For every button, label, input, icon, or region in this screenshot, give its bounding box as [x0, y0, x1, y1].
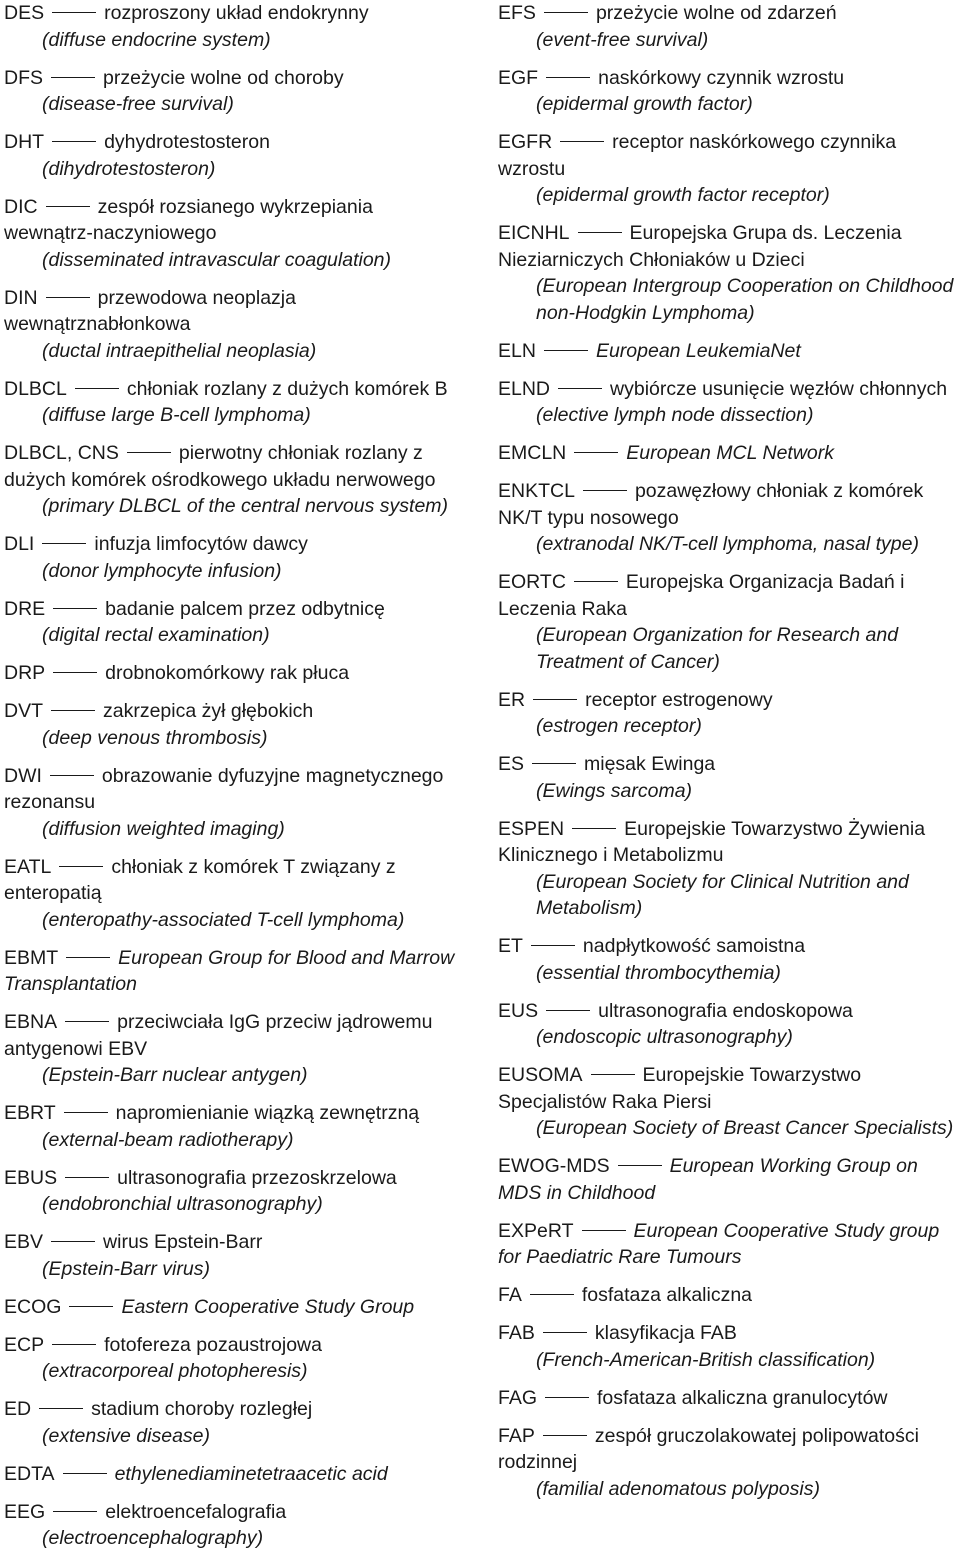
glossary-entry [4, 194, 466, 274]
english-term: (extensive disease) [42, 1424, 210, 1447]
polish-term: chłoniak rozlany z dużych komórek B [126, 377, 448, 400]
em-dash [543, 1435, 587, 1436]
abbreviation: EFS [498, 2, 536, 24]
abbreviation: EMCLN [498, 442, 567, 464]
polish-term: zakrzepica żył głębokich [103, 700, 314, 722]
em-dash [544, 350, 588, 351]
abbreviation: ECOG [4, 1295, 62, 1318]
abbreviation: EBMT [4, 946, 59, 969]
em-dash [545, 1397, 589, 1398]
left-column [4, 0, 466, 1549]
em-dash [574, 581, 618, 582]
polish-term: pozawęzłowy chłoniak z komórek NK/T typu nosowego [498, 480, 924, 529]
em-dash [533, 699, 577, 700]
polish-term: przewodowa neoplazja wewnątrznabłonkowa [4, 286, 296, 335]
right-column [498, 0, 960, 1535]
english-term: (electroencephalography) [42, 1527, 264, 1549]
glossary-entry [498, 1385, 960, 1412]
english-term: (essential thrombocythemia) [536, 961, 781, 984]
em-dash [51, 77, 95, 78]
english-term: (elective lymph node dissection) [536, 404, 814, 426]
em-dash [582, 1230, 626, 1231]
polish-term: Europejska Organizacja Badań i Leczenia Raka [498, 571, 905, 620]
abbreviation: DRP [4, 662, 46, 684]
glossary-entry [4, 660, 466, 687]
polish-term: ultrasonografia przezoskrzelowa [117, 1166, 397, 1189]
em-dash [531, 945, 575, 946]
abbreviation: EBV [4, 1231, 44, 1253]
english-term: (diffuse endocrine system) [42, 28, 271, 51]
english-term: (deep venous thrombosis) [42, 726, 268, 749]
em-dash [50, 775, 94, 776]
english-term: European MCL Network [626, 442, 835, 464]
english-term: (Ewings sarcoma) [536, 779, 693, 802]
polish-term: napromienianie wiązką zewnętrzną [115, 1102, 420, 1124]
glossary-entry [4, 1332, 466, 1385]
glossary-entry [4, 129, 466, 182]
english-term: (European Intergroup Cooperation on Childhood non-Hodgkin Lymphoma) [536, 275, 954, 324]
em-dash [65, 1177, 109, 1178]
abbreviation: EUSOMA [498, 1064, 583, 1086]
english-term: (event-free survival) [536, 28, 709, 51]
abbreviation: ESPEN [498, 817, 565, 840]
glossary-entry [498, 933, 960, 986]
english-term: (disseminated intravascular coagulation) [42, 248, 392, 271]
abbreviation: DWI [4, 764, 42, 787]
abbreviation: DIN [4, 286, 38, 309]
glossary-entry [4, 65, 466, 118]
english-term: (estrogen receptor) [536, 715, 702, 737]
polish-term: infuzja limfocytów dawcy [94, 533, 308, 555]
english-term: European Group for Blood and Marrow Transplantation [4, 946, 455, 995]
polish-term: rozproszony układ endokrynny [104, 2, 369, 24]
abbreviation: EXPeRT [498, 1219, 574, 1242]
english-term: (epidermal growth factor receptor) [536, 184, 830, 206]
polish-term: stadium choroby rozległej [91, 1398, 313, 1420]
em-dash [42, 543, 86, 544]
abbreviation: DFS [4, 66, 43, 89]
polish-term: wirus Epstein-Barr [103, 1231, 263, 1253]
em-dash [53, 608, 97, 609]
glossary-entry [4, 698, 466, 751]
abbreviation: EBUS [4, 1166, 58, 1189]
english-term: (extracorporeal photopheresis) [42, 1360, 308, 1382]
abbreviation: DES [4, 2, 45, 24]
abbreviation: ELN [498, 339, 536, 362]
glossary-entry [498, 1153, 960, 1206]
glossary-entry [4, 0, 466, 53]
em-dash [59, 866, 103, 867]
abbreviation: ER [498, 688, 526, 711]
abbreviation: EORTC [498, 571, 566, 593]
polish-term: przeciwciała IgG przeciw jądrowemu antygenowi EBV [4, 1011, 433, 1060]
english-term: (diffuse large B-cell lymphoma) [42, 404, 311, 426]
em-dash [546, 77, 590, 78]
glossary-entry [498, 751, 960, 804]
em-dash [63, 1473, 107, 1474]
polish-term: fosfataza alkaliczna granulocytów [597, 1386, 888, 1409]
glossary-entry [498, 440, 960, 467]
polish-term: zespół rozsianego wykrzepiania wewnątrz-naczyniowego [4, 195, 373, 244]
polish-term: chłoniak z komórek T związany z enteropatią [4, 855, 396, 904]
glossary-entry [498, 1282, 960, 1309]
em-dash [52, 12, 96, 13]
polish-term: receptor estrogenowy [585, 688, 773, 711]
english-term: (enteropathy-associated T-cell lymphoma) [42, 908, 405, 931]
glossary-entry [498, 0, 960, 53]
abbreviation: DLI [4, 533, 35, 555]
english-term: (French-American-British classification) [536, 1348, 876, 1371]
glossary-entry [4, 531, 466, 584]
polish-term: Europejskie Towarzystwo Żywienia Klinicznego i Metabolizmu [498, 817, 926, 866]
abbreviation: EEG [4, 1500, 46, 1523]
glossary-entry [4, 376, 466, 429]
em-dash [75, 388, 119, 389]
abbreviation: EATL [4, 855, 52, 878]
english-term: (familial adenomatous polyposis) [536, 1477, 820, 1500]
english-term: (dihydrotestosteron) [42, 157, 216, 180]
em-dash [66, 957, 110, 958]
english-term: (donor lymphocyte infusion) [42, 559, 282, 582]
abbreviation: EICNHL [498, 222, 570, 244]
em-dash [546, 1010, 590, 1011]
english-term: (ductal intraepithelial neoplasia) [42, 339, 317, 362]
polish-term: obrazowanie dyfuzyjne magnetycznego rezonansu [4, 764, 444, 813]
english-term: (endobronchial ultrasonography) [42, 1193, 323, 1215]
glossary-entry [498, 220, 960, 326]
polish-term: nadpłytkowość samoistna [582, 935, 806, 957]
glossary-entry [498, 1423, 960, 1503]
glossary-entry [498, 338, 960, 365]
glossary-entry [4, 1396, 466, 1449]
polish-term: Europejskie Towarzystwo Specjalistów Raka Piersi [498, 1064, 862, 1113]
polish-term: receptor naskórkowego czynnika wzrostu [498, 131, 897, 180]
em-dash [560, 141, 604, 142]
glossary-entry [4, 1499, 466, 1552]
polish-term: przeżycie wolne od choroby [103, 66, 344, 89]
glossary-entry [498, 129, 960, 209]
em-dash [127, 452, 171, 453]
glossary-entry [4, 1100, 466, 1153]
em-dash [46, 206, 90, 207]
glossary-entry [4, 763, 466, 843]
em-dash [543, 1332, 587, 1333]
english-term: (epidermal growth factor) [536, 93, 753, 115]
em-dash [574, 452, 618, 453]
abbreviation: DRE [4, 597, 46, 620]
em-dash [578, 232, 622, 233]
glossary-entry [4, 440, 466, 520]
em-dash [39, 1408, 83, 1409]
em-dash [46, 297, 90, 298]
em-dash [51, 1241, 95, 1242]
em-dash [572, 828, 616, 829]
em-dash [532, 763, 576, 764]
polish-term: ultrasonografia endoskopowa [598, 999, 853, 1022]
glossary-entry [4, 854, 466, 934]
english-term: (diffusion weighted imaging) [42, 817, 285, 840]
abbreviation: ENKTCL [498, 480, 575, 502]
abbreviation: EBNA [4, 1011, 58, 1033]
abbreviation: ECP [4, 1333, 45, 1356]
english-term: (external-beam radiotherapy) [42, 1128, 294, 1151]
abbreviation: EUS [498, 999, 539, 1022]
em-dash [53, 1511, 97, 1512]
polish-term: fotofereza pozaustrojowa [104, 1333, 322, 1356]
english-term: (digital rectal examination) [42, 624, 270, 646]
polish-term: klasyfikacja FAB [594, 1322, 737, 1344]
em-dash [558, 388, 602, 389]
em-dash [544, 12, 588, 13]
polish-term: pierwotny chłoniak rozlany z dużych komórek ośrodkowego układu nerwowego [4, 442, 436, 491]
glossary-entry [498, 65, 960, 118]
em-dash [64, 1112, 108, 1113]
english-term: (endoscopic ultrasonography) [536, 1026, 793, 1048]
english-term: European Working Group on MDS in Childhood [498, 1155, 918, 1204]
abbreviation: EGF [498, 66, 539, 89]
polish-term: naskórkowy czynnik wzrostu [598, 66, 845, 89]
glossary-entry [4, 1009, 466, 1089]
glossary-entry [498, 478, 960, 558]
abbreviation: ES [498, 753, 525, 775]
em-dash [591, 1074, 635, 1075]
english-term: (primary DLBCL of the central nervous system) [42, 495, 449, 517]
polish-term: dyhydrotestosteron [104, 131, 270, 153]
em-dash [69, 1306, 113, 1307]
glossary-entry [4, 1294, 466, 1321]
abbreviation: DVT [4, 700, 43, 722]
em-dash [52, 141, 96, 142]
abbreviation: FA [498, 1284, 522, 1306]
glossary-entry [4, 1461, 466, 1488]
polish-term: elektroencefalografia [105, 1500, 287, 1523]
em-dash [53, 672, 97, 673]
abbreviation: ELND [498, 377, 551, 400]
glossary-entry [498, 1218, 960, 1271]
glossary-entry [4, 285, 466, 365]
english-term: ethylenediaminetetraacetic acid [114, 1462, 388, 1485]
english-term: (European Society for Clinical Nutrition and Metabolism) [536, 870, 909, 919]
abbreviation: EGFR [498, 131, 553, 153]
em-dash [530, 1294, 574, 1295]
polish-term: fosfataza alkaliczna [581, 1284, 753, 1306]
abbreviation: ET [498, 935, 523, 957]
polish-term: mięsak Ewinga [584, 753, 716, 775]
glossary-entry [498, 998, 960, 1051]
abbreviation: EDTA [4, 1462, 55, 1485]
english-term: (European Organization for Research and Treatment of Cancer) [536, 624, 899, 673]
abbreviation: DIC [4, 195, 38, 218]
glossary-entry [4, 1165, 466, 1218]
glossary-entry [4, 945, 466, 998]
em-dash [618, 1165, 662, 1166]
polish-term: zespół gruczolakowatej polipowatości rodzinnej [498, 1424, 919, 1473]
glossary-entry [498, 569, 960, 675]
abbreviation: DLBCL [4, 377, 67, 400]
english-term: (Epstein-Barr virus) [42, 1257, 210, 1280]
english-term: (extranodal NK/T-cell lymphoma, nasal type) [536, 533, 919, 555]
english-term: (disease-free survival) [42, 93, 234, 115]
glossary-entry [498, 1320, 960, 1373]
polish-term: wybiórcze usunięcie węzłów chłonnych [610, 377, 948, 400]
polish-term: Europejska Grupa ds. Leczenia Nieziarniczych Chłoniaków u Dzieci [498, 222, 902, 271]
polish-term: drobnokomórkowy rak płuca [105, 662, 350, 684]
glossary-entry [498, 1062, 960, 1142]
em-dash [51, 710, 95, 711]
glossary-entry [498, 816, 960, 922]
english-term: European LeukemiaNet [595, 339, 801, 362]
abbreviation: DHT [4, 131, 45, 153]
abbreviation: FAB [498, 1322, 535, 1344]
glossary-entry [498, 376, 960, 429]
abbreviation: FAP [498, 1424, 535, 1447]
glossary-entry [4, 596, 466, 649]
em-dash [583, 490, 627, 491]
english-term: European Cooperative Study group for Paediatric Rare Tumours [498, 1219, 940, 1268]
polish-term: badanie palcem przez odbytnicę [105, 597, 385, 620]
english-term: Eastern Cooperative Study Group [121, 1295, 415, 1318]
english-term: (Epstein-Barr nuclear antygen) [42, 1064, 308, 1086]
abbreviation: FAG [498, 1386, 538, 1409]
english-term: (European Society of Breast Cancer Specialists) [536, 1117, 954, 1139]
abbreviation: ED [4, 1398, 32, 1420]
em-dash [65, 1021, 109, 1022]
glossary-entry [4, 1229, 466, 1282]
em-dash [52, 1344, 96, 1345]
polish-term: przeżycie wolne od zdarzeń [595, 2, 837, 24]
abbreviation: EWOG-MDS [498, 1155, 610, 1177]
glossary-entry [498, 687, 960, 740]
abbreviation: DLBCL, CNS [4, 442, 119, 464]
abbreviation: EBRT [4, 1102, 56, 1124]
